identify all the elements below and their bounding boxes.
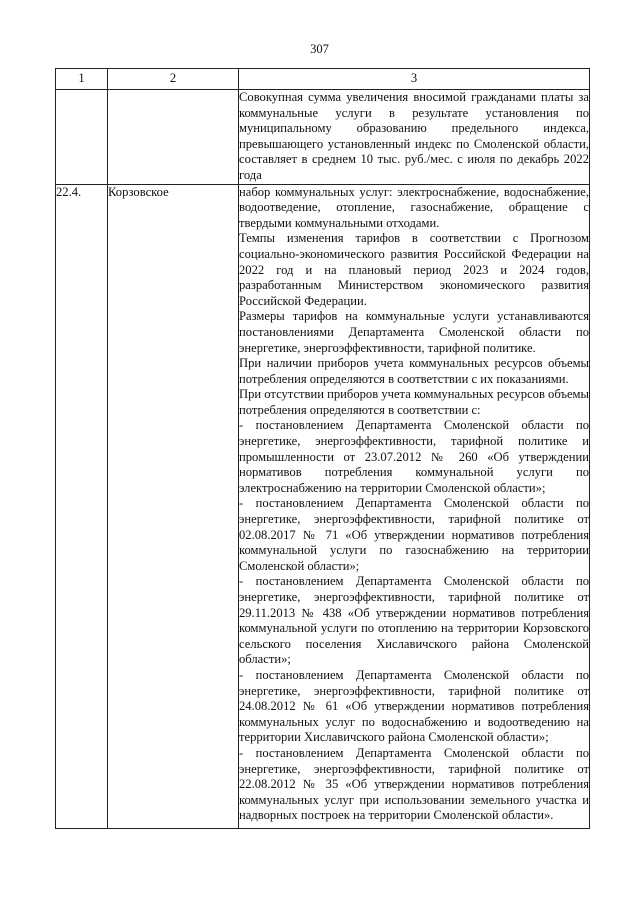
header-col-2: 2 — [108, 69, 239, 90]
cell-settlement-name: Корзовское — [108, 184, 239, 828]
paragraph: - постановлением Департамента Смоленской области по энергетике, энергоэффективности, тарифной политике от 22.08.2012 № 35 «Об утверждении нормативов потребления коммунальных услуг при использовании земельного участка и надворных построек на территории Смоленской области». — [239, 745, 589, 823]
paragraph: Размеры тарифов на коммунальные услуги устанавливаются постановлениями Департамента Смоленской области по энергетике, энергоэффективности, тарифной политике. — [239, 309, 589, 355]
paragraph: - постановлением Департамента Смоленской области по энергетике, энергоэффективности, тарифной политике и промышленности от 23.07.2012 № 260 «Об утверждении нормативов потребления коммунальной услуги по электроснабжению на территории Смоленской области»; — [239, 418, 589, 495]
paragraph: - постановлением Департамента Смоленской области по энергетике, энергоэффективности, тарифной политике от 29.11.2013 № 438 «Об утверждении нормативов потребления коммунальной услуги по отоплению на территории Корзовского сельского поселения Хиславичского района Смоленской области»; — [239, 574, 589, 667]
paragraph: Совокупная сумма увеличения вносимой гражданами платы за коммунальные услуги в результате установления по муниципальному образованию предельного индекса, превышающего установленный индекс по Смоленской области, составляет в среднем 10 тыс. руб./мес. с июля по декабрь 2022 года — [239, 90, 589, 182]
table-row-continued — [56, 90, 590, 185]
cell-row-number: 22.4. — [56, 184, 108, 828]
cell-number-empty — [56, 90, 108, 185]
cell-content-continued — [239, 90, 590, 185]
page-number: 307 — [310, 42, 329, 56]
header-col-3: 3 — [239, 69, 590, 90]
document-table — [55, 68, 590, 829]
paragraph: При отсутствии приборов учета коммунальных ресурсов объемы потребления определяются в соответствии с: — [239, 387, 589, 417]
cell-name-empty — [108, 90, 239, 185]
header-col-1: 1 — [56, 69, 108, 90]
table-header-row — [56, 69, 590, 90]
paragraph: При наличии приборов учета коммунальных ресурсов объемы потребления определяются в соответствии с их показаниями. — [239, 356, 589, 386]
paragraph: Темпы изменения тарифов в соответствии с Прогнозом социально-экономического развития Российской Федерации на 2022 год и на плановый период 2023 и 2024 годов, разработанным Министерством экономического развития Российской Федерации. — [239, 231, 589, 308]
paragraph: - постановлением Департамента Смоленской области по энергетике, энергоэффективности, тарифной политике от 02.08.2017 № 71 «Об утверждении нормативов потребления коммунальной услуги по газоснабжению на территории Смоленской области»; — [239, 496, 589, 573]
table-row-22-4 — [56, 184, 590, 828]
paragraph: набор коммунальных услуг: электроснабжение, водоснабжение, водоотведение, отопление, газоснабжение, обращение с твердыми коммунальными отходами. — [239, 184, 589, 230]
paragraph: - постановлением Департамента Смоленской области по энергетике, энергоэффективности, тарифной политике от 24.08.2012 № 61 «Об утверждении нормативов потребления коммунальных услуг по водоснабжению и водоотведению на территории Хиславичского района Смоленской области»; — [239, 667, 589, 745]
cell-content — [239, 184, 590, 828]
